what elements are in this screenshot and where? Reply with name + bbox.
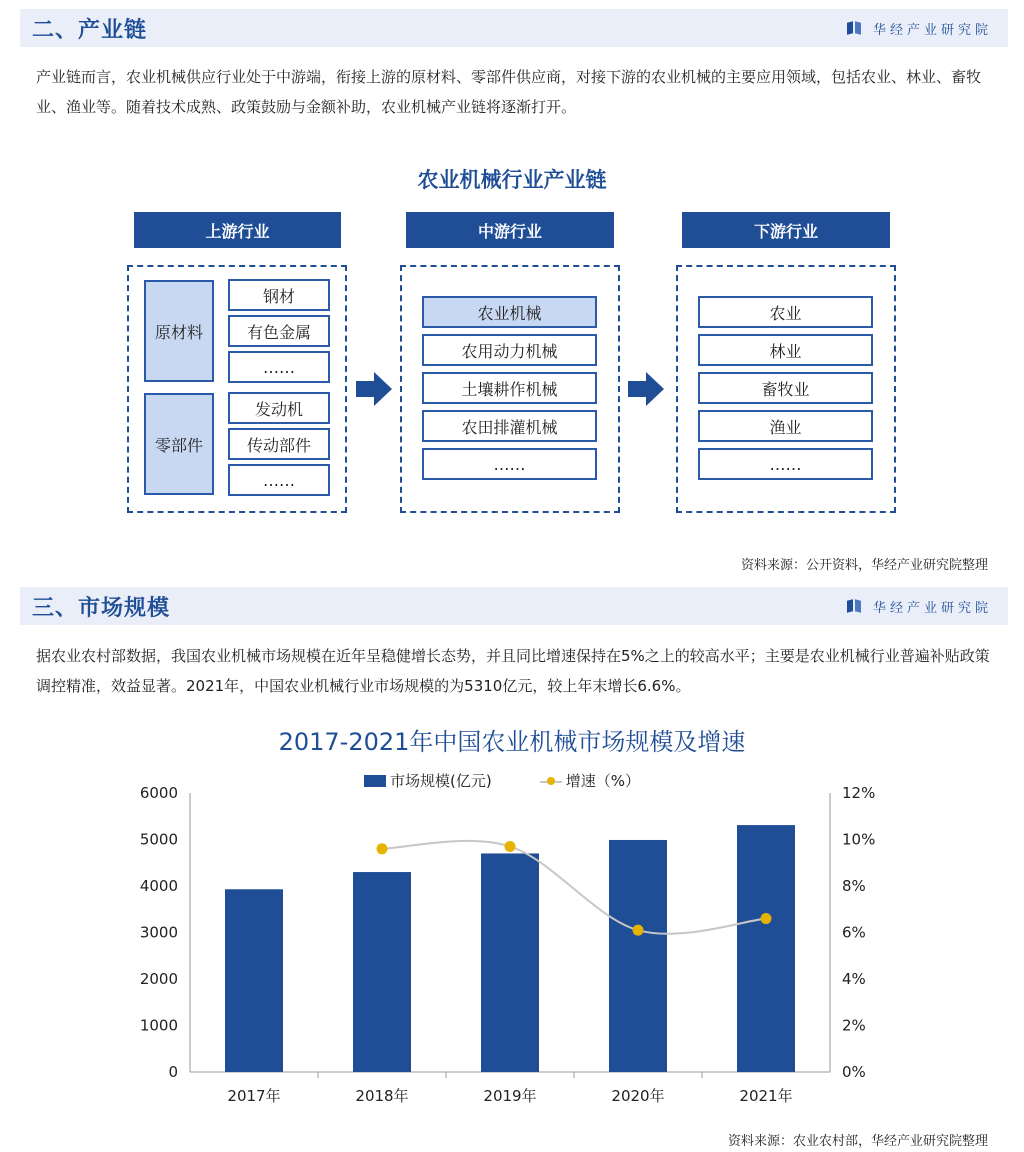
y-left-tick-label: 3000 <box>139 923 178 942</box>
y-left-tick-label: 6000 <box>139 784 178 802</box>
brand-logo-icon <box>847 21 863 35</box>
intro-paragraph-chain: 产业链而言，农业机械供应行业处于中游端，衔接上游的原材料、零部件供应商，对接下游的农业机械的主要应用领域，包括农业、林业、畜牧业、渔业等。随着技术成熟、政策鼓励与金额补助，农业机械产业链将逐渐打开。 <box>36 68 982 116</box>
arrow-right-icon <box>356 372 392 406</box>
growth-point <box>505 841 516 852</box>
midstream-item: …… <box>422 448 597 480</box>
y-right-tick-label: 12% <box>842 784 876 802</box>
brand-name: 华经产业研究院 <box>872 22 992 38</box>
market-size-chart <box>0 780 1024 1120</box>
y-right-tick-label: 2% <box>842 1016 866 1035</box>
midstream-item-highlight: 农业机械 <box>422 296 597 328</box>
brand-name: 华经产业研究院 <box>872 600 992 616</box>
downstream-item: 畜牧业 <box>698 372 873 404</box>
legend-label: 市场规模(亿元) <box>390 772 492 790</box>
growth-point <box>377 843 388 854</box>
downstream-item: 林业 <box>698 334 873 366</box>
brand-logo-icon <box>847 599 863 613</box>
y-right-tick-label: 8% <box>842 877 866 895</box>
y-right-tick-label: 0% <box>842 1063 866 1081</box>
y-right-tick-label: 6% <box>842 923 866 942</box>
bar-market-size <box>737 825 795 1072</box>
upstream-item: …… <box>228 464 330 496</box>
upstream-item: 有色金属 <box>228 315 330 347</box>
upstream-header: 上游行业 <box>134 212 341 248</box>
y-left-tick-label: 2000 <box>139 970 178 988</box>
source-note-chain: 资料来源：公开资料，华经产业研究院整理 <box>740 558 988 573</box>
category-raw-materials: 原材料 <box>144 280 214 382</box>
y-right-tick-label: 10% <box>842 830 876 849</box>
bar-market-size <box>481 853 539 1072</box>
section-title: 三、市场规模 <box>32 595 171 621</box>
upstream-item: 钢材 <box>228 279 330 311</box>
x-tick-label: 2021年 <box>739 1087 793 1105</box>
midstream-header: 中游行业 <box>406 212 614 248</box>
growth-line <box>382 841 766 934</box>
downstream-item: …… <box>698 448 873 480</box>
midstream-item: 农田排灌机械 <box>422 410 597 442</box>
y-left-tick-label: 5000 <box>139 830 178 849</box>
section-title: 二、产业链 <box>32 17 148 43</box>
upstream-item: 发动机 <box>228 392 330 424</box>
x-tick-label: 2019年 <box>483 1087 537 1105</box>
arrow-right-icon <box>628 372 664 406</box>
bar-market-size <box>609 840 667 1072</box>
brand <box>847 597 1008 616</box>
upstream-item: …… <box>228 351 330 383</box>
x-tick-label: 2017年 <box>227 1087 281 1105</box>
growth-point <box>633 925 644 936</box>
bar-market-size <box>225 889 283 1072</box>
y-left-tick-label: 4000 <box>139 877 178 895</box>
y-right-tick-label: 4% <box>842 970 866 988</box>
legend-label: 增速（%） <box>565 772 640 790</box>
bar-market-size <box>353 872 411 1072</box>
downstream-item: 农业 <box>698 296 873 328</box>
growth-point <box>761 913 772 924</box>
category-components: 零部件 <box>144 393 214 495</box>
downstream-header: 下游行业 <box>682 212 890 248</box>
upstream-item: 传动部件 <box>228 428 330 460</box>
intro-paragraph-market: 据农业农村部数据，我国农业机械市场规模在近年呈稳健增长态势，并且同比增速保持在5%之上的较高水平；主要是农业机械行业普遍补贴政策调控精准，效益显著。2021年，中国农业机械行业市场规模的为5310亿元，较上年末增长6.6%。 <box>36 647 990 695</box>
midstream-item: 土壤耕作机械 <box>422 372 597 404</box>
chart-title: 2017-2021年中国农业机械市场规模及增速 <box>278 728 746 756</box>
y-left-tick-label: 0 <box>168 1063 178 1081</box>
y-left-tick-label: 1000 <box>139 1016 178 1035</box>
diagram-title: 农业机械行业产业链 <box>417 168 607 192</box>
brand <box>847 19 1008 38</box>
x-tick-label: 2018年 <box>355 1087 409 1105</box>
midstream-item: 农用动力机械 <box>422 334 597 366</box>
x-tick-label: 2020年 <box>611 1087 665 1105</box>
section-header-market-size <box>20 587 1008 625</box>
downstream-item: 渔业 <box>698 410 873 442</box>
source-note-market: 资料来源：农业农村部，华经产业研究院整理 <box>727 1134 988 1149</box>
section-header-industry-chain <box>20 9 1008 47</box>
